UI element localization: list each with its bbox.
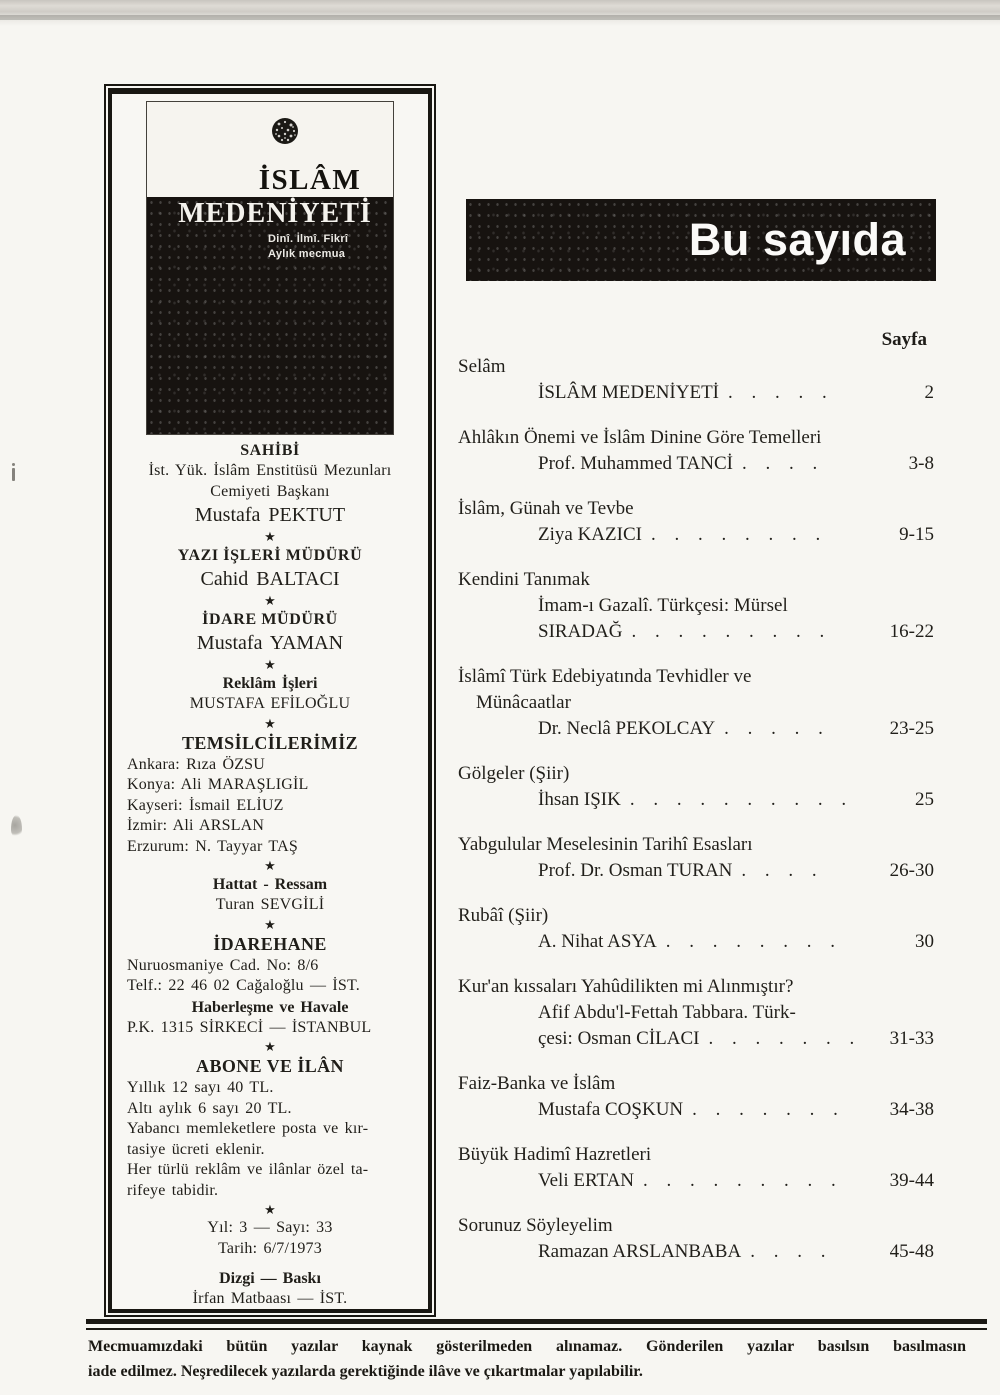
toc-entry-author-pages [458, 787, 934, 813]
toc-entry [458, 974, 934, 1052]
toc-author-name: Dr. Neclâ PEKOLCAY [538, 718, 716, 739]
section-banner-label: Bu sayıda [688, 214, 906, 265]
rosette-logo-icon [269, 115, 301, 147]
masthead-line: SAHİBİ [240, 442, 300, 459]
toc-page-number: 30 [915, 931, 934, 952]
toc-entry-title: Münâcaatlar [476, 692, 571, 713]
masthead-panel [104, 84, 436, 1317]
toc-entry-author: İmam-ı Gazalî. Türkçesi: Mürsel [538, 595, 788, 616]
toc-entry [458, 354, 934, 406]
masthead-line: ABONE VE İLÂN [196, 1056, 344, 1076]
table-of-contents [458, 354, 934, 1284]
toc-entry [458, 425, 934, 477]
star-divider-icon: ★ [264, 858, 276, 873]
toc-entry-title: Yabgulular Meselesinin Tarihî Esasları [458, 834, 753, 855]
toc-entry [458, 567, 934, 645]
masthead-line: tasiye ücreti eklenir. [127, 1140, 265, 1158]
dot-leader: . . . . . . . . . . [629, 789, 847, 810]
masthead-line: Haberleşme ve Havale [191, 998, 349, 1016]
toc-author-name: Ziya KAZICI [538, 524, 642, 545]
toc-entry-author-pages [458, 716, 934, 742]
toc-entry [458, 1142, 934, 1194]
section-banner [466, 199, 936, 281]
toc-page-number: 25 [915, 789, 934, 810]
toc-entry-author-pages [458, 929, 934, 955]
masthead-line: Mustafa YAMAN [196, 632, 344, 654]
masthead-line: YAZI İŞLERİ MÜDÜRÜ [177, 547, 363, 564]
toc-entry [458, 832, 934, 884]
star-divider-icon: ★ [264, 529, 276, 544]
masthead-line: İrfan Matbaası — İST. [192, 1290, 348, 1307]
toc-page-number: 34-38 [889, 1099, 934, 1120]
toc-author-name: Veli ERTAN [538, 1170, 635, 1191]
toc-page-number: 16-22 [889, 621, 934, 642]
toc-entry-author-pages [458, 1168, 934, 1194]
toc-author-name: çesi: Osman CİLACI [538, 1028, 700, 1049]
toc-page-number: 45-48 [889, 1241, 934, 1262]
toc-entry [458, 664, 934, 742]
dot-leader: . . . . . [724, 718, 823, 739]
footer-notice [88, 1334, 966, 1384]
toc-entry-title: Gölgeler (Şiir) [458, 763, 570, 784]
masthead-line: rifeye tabidir. [127, 1181, 219, 1199]
cover-title-line1: İSLÂM [258, 164, 362, 196]
masthead-line: P.K. 1315 SİRKECİ — İSTANBUL [127, 1018, 372, 1036]
toc-entry-title: Sorunuz Söyleyelim [458, 1215, 613, 1236]
toc-page-number: 39-44 [889, 1170, 934, 1191]
masthead-line: Nuruosmaniye Cad. No: 8/6 [127, 956, 319, 974]
toc-entry-author-pages [458, 619, 934, 645]
star-divider-icon: ★ [264, 657, 276, 672]
masthead-line: Konya: Ali MARAŞLIGİL [127, 776, 309, 793]
toc-entry-author-pages [458, 1097, 934, 1123]
toc-page-number: 23-25 [889, 718, 934, 739]
masthead-line: Tarih: 6/7/1973 [218, 1239, 322, 1257]
masthead-line: Ankara: Rıza ÖZSU [127, 755, 266, 773]
toc-entry-title: Faiz-Banka ve İslâm [458, 1073, 616, 1094]
toc-page-number: 9-15 [899, 524, 934, 545]
toc-entry [458, 761, 934, 813]
toc-author-name: A. Nihat ASYA [538, 931, 657, 952]
masthead-line: Cemiyeti Başkanı [210, 482, 330, 500]
toc-author-name: Ramazan ARSLANBABA [538, 1241, 742, 1262]
cover-subtitle [268, 232, 348, 262]
toc-page-number: 2 [924, 382, 934, 403]
toc-entry-author: Afif Abdu'l-Fettah Tabbara. Türk- [538, 1002, 796, 1023]
masthead-line: Cahid BALTACI [200, 568, 340, 590]
toc-author-name: Prof. Dr. Osman TURAN [538, 860, 733, 881]
toc-entry [458, 1213, 934, 1265]
cover-subtitle-line2: Aylık mecmua [268, 248, 346, 260]
toc-entry-author-pages [458, 858, 934, 884]
cover-subtitle-line1: Dinî. İlmî. Fikrî [268, 233, 349, 245]
star-divider-icon: ★ [264, 593, 276, 608]
cover-lower-area [147, 197, 393, 434]
star-divider-icon: ★ [264, 1202, 276, 1217]
dot-leader: . . . . . . . . [650, 524, 821, 545]
toc-entry-title: İslâmî Türk Edebiyatında Tevhidler ve [458, 666, 752, 687]
toc-entry-author-pages [458, 1239, 934, 1265]
star-divider-icon: ★ [264, 1039, 276, 1054]
dot-leader: . . . . [741, 860, 817, 881]
masthead-line: Yabancı memleketlere posta ve kır- [127, 1120, 369, 1137]
cover-title-line2: MEDENİYETİ [178, 198, 372, 229]
toc-entry-title: Ahlâkın Önemi ve İslâm Dinine Göre Temelleri [458, 427, 822, 448]
toc-page-number: 31-33 [889, 1028, 934, 1049]
masthead-line: Dizgi — Baskı [219, 1270, 321, 1287]
masthead-line: İst. Yük. İslâm Enstitüsü Mezunları [148, 462, 392, 479]
masthead-line: TEMSİLCİLERİMİZ [181, 732, 359, 753]
toc-entry-author-pages [458, 1026, 934, 1052]
dot-leader: . . . . [750, 1241, 826, 1262]
toc-entry-title: Kur'an kıssaları Yahûdilikten mi Alınmıştır? [458, 976, 794, 997]
dot-leader: . . . . . . . . . [643, 1170, 836, 1191]
footer-notice-line1: Mecmuamızdaki bütün yazılar kaynak gösterilmeden alınamaz. Gönderilen yazılar basılsın basılmasın [88, 1338, 966, 1355]
toc-page-number: 26-30 [889, 860, 934, 881]
scan-noise-mark [11, 815, 22, 838]
masthead-line: Erzurum: N. Tayyar TAŞ [127, 837, 298, 855]
star-divider-icon: ★ [264, 715, 276, 731]
masthead-line: Her türlü reklâm ve ilânlar özel ta- [127, 1161, 369, 1178]
masthead-line: Altı aylık 6 sayı 20 TL. [127, 1099, 292, 1117]
masthead-line: Yıllık 12 sayı 40 TL. [127, 1079, 274, 1096]
toc-author-name: Mustafa COŞKUN [538, 1099, 684, 1120]
footer-notice-line2: iade edilmez. Neşredilecek yazılarda gerektiğinde ilâve ve çıkartmalar yapılabilir. [88, 1363, 643, 1380]
dot-leader: . . . . . . . . [665, 931, 836, 952]
toc-entry-title: Büyük Hadimî Hazretleri [458, 1144, 652, 1165]
magazine-cover [147, 102, 393, 434]
toc-entry-title: Selâm [458, 356, 506, 377]
dot-leader: . . . . . . . [708, 1028, 855, 1049]
toc-entry-author-pages [458, 451, 934, 477]
masthead-line: Hattat - Ressam [212, 876, 328, 893]
masthead-line: Yıl: 3 — Sayı: 33 [207, 1219, 333, 1236]
toc-author-name: Prof. Muhammed TANCİ [538, 453, 733, 474]
masthead-line: Telf.: 22 46 02 Cağaloğlu — İST. [127, 977, 360, 994]
toc-entry-title: Kendini Tanımak [458, 569, 590, 590]
toc-author-name: İhsan IŞIK [538, 789, 621, 810]
masthead-line: Kayseri: İsmail ELİUZ [127, 796, 284, 814]
dot-leader: . . . . . . . . . [631, 621, 825, 642]
masthead-line: İzmir: Ali ARSLAN [127, 817, 265, 834]
masthead-line: Reklâm İşleri [222, 675, 318, 692]
masthead-line: İDAREHANE [213, 933, 327, 954]
masthead-panel-inner-border [108, 88, 432, 1313]
toc-entry-title: İslâm, Günah ve Tevbe [458, 498, 634, 519]
toc-author-name: İSLÂM MEDENİYETİ [538, 382, 720, 403]
toc-author-name: SIRADAĞ [538, 621, 623, 642]
masthead-line: Mustafa PEKTUT [194, 504, 346, 526]
toc-entry-title: Rubâî (Şiir) [458, 905, 549, 926]
footer-divider-rule [86, 1319, 987, 1330]
masthead-line: İDARE MÜDÜRÜ [202, 611, 338, 628]
star-divider-icon: ★ [264, 916, 276, 932]
dot-leader: . . . . . . . [692, 1099, 838, 1120]
page-column-label: Sayfa [881, 329, 927, 350]
dot-leader: . . . . [741, 453, 818, 474]
toc-entry [458, 903, 934, 955]
toc-entry-author-pages [458, 380, 934, 406]
toc-entry [458, 1071, 934, 1123]
dot-leader: . . . . . [728, 382, 827, 403]
masthead-line: Turan SEVGİLİ [215, 896, 325, 913]
toc-entry [458, 496, 934, 548]
masthead-line: MUSTAFA EFİLOĞLU [189, 695, 351, 712]
scan-noise-mark [12, 468, 15, 481]
scan-noise-band [0, 0, 1000, 26]
toc-page-number: 3-8 [908, 453, 934, 474]
toc-entry-author-pages [458, 522, 934, 548]
masthead-lines [112, 440, 428, 1310]
cover-upper-area [147, 102, 393, 197]
